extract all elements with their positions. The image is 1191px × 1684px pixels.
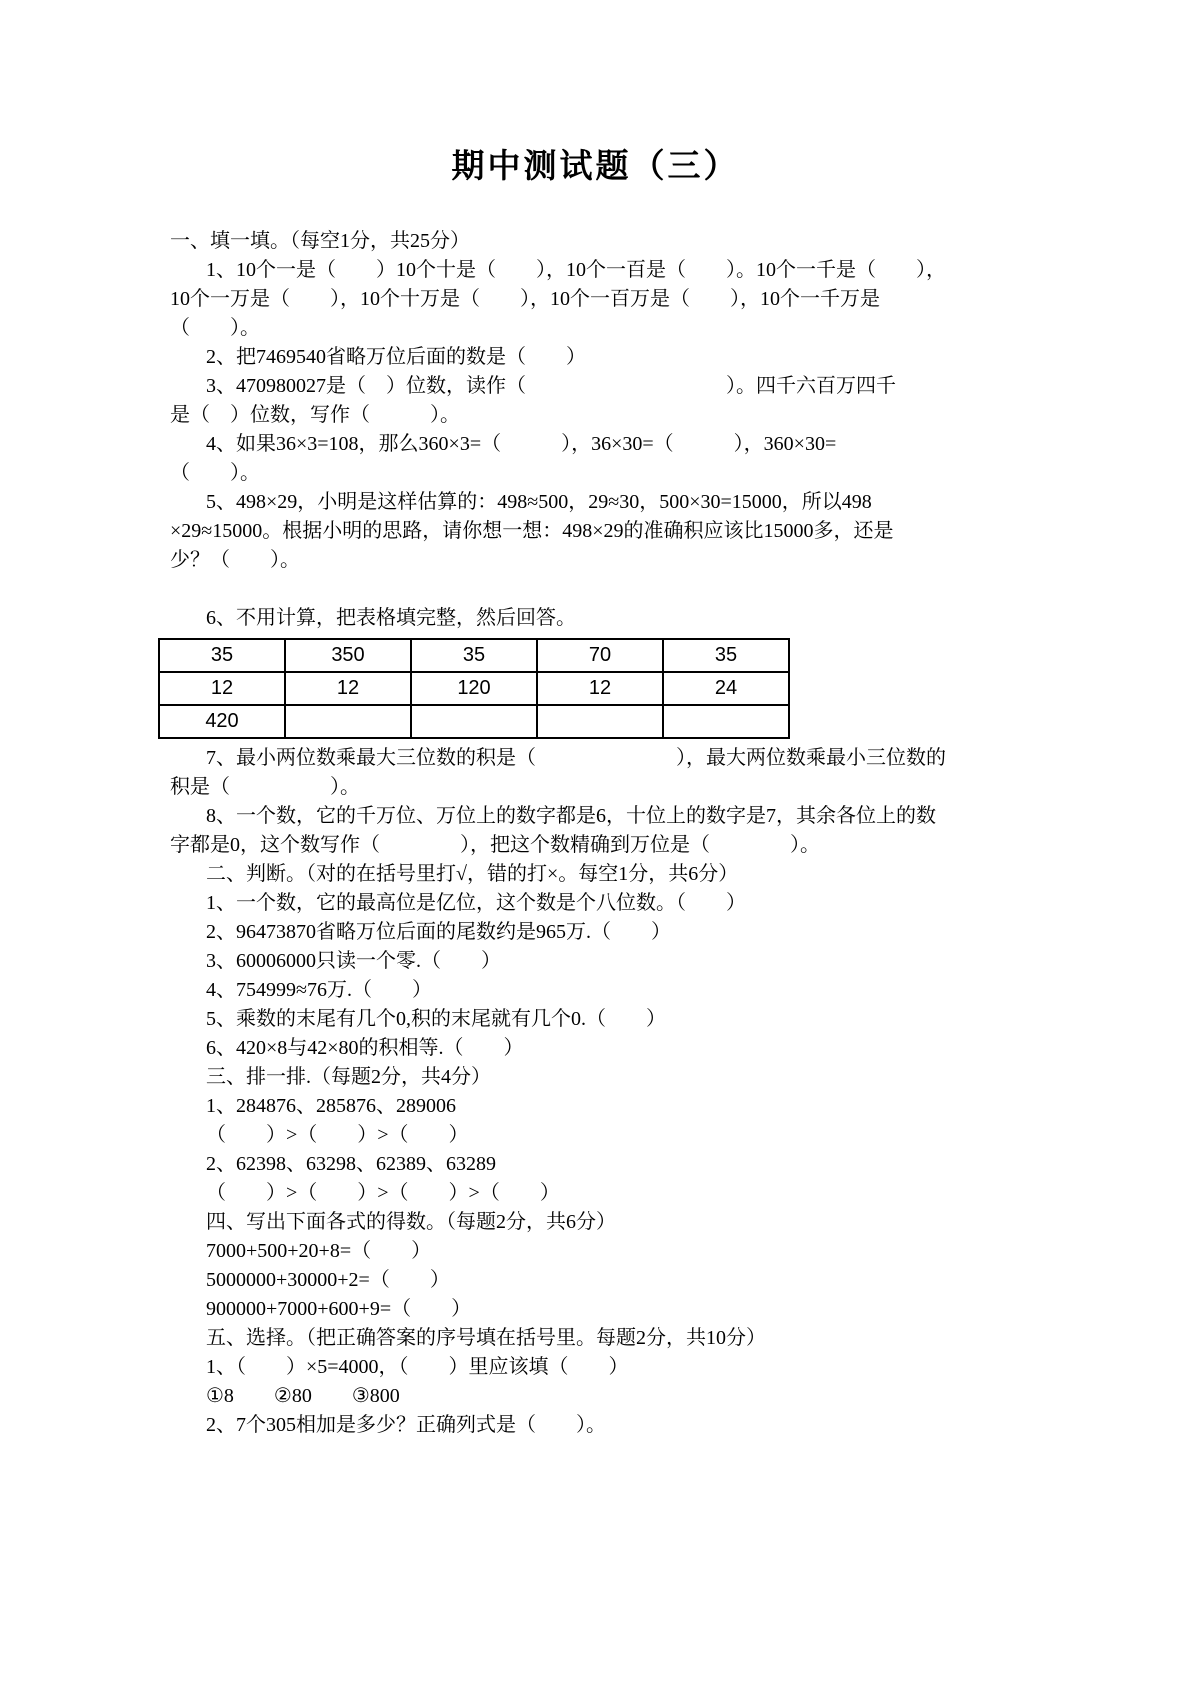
text-line: （ ）>（ ）>（ ） [206, 1124, 469, 1146]
text-line: 2、7个305相加是多少？正确列式是（ ）。 [206, 1414, 606, 1436]
table-cell: 12 [159, 672, 285, 705]
text-line: 1、10个一是（ ）10个十是（ ），10个一百是（ ）。10个一千是（ ）， [206, 259, 946, 281]
document-content [0, 187, 1191, 1440]
table-cell: 35 [411, 639, 537, 672]
table-cell: 70 [537, 639, 663, 672]
table-cell [411, 705, 537, 738]
text-line: 7、最小两位数乘最大三位数的积是（ ），最大两位数乘最小三位数的 [206, 747, 946, 769]
text-line: 4、如果36×3=108，那么360×3=（ ），36×30=（ ），360×30= [206, 433, 837, 455]
text-line: 6、420×8与42×80的积相等.（ ） [206, 1037, 524, 1059]
table-row [159, 639, 789, 672]
text-line: 900000+7000+600+9=（ ） [206, 1298, 472, 1320]
table-cell: 12 [285, 672, 411, 705]
table-cell [285, 705, 411, 738]
text-line: 1、一个数，它的最高位是亿位，这个数是个八位数。（ ） [206, 892, 746, 914]
text-line: 1、284876、285876、289006 [206, 1095, 456, 1117]
text-line: 7000+500+20+8=（ ） [206, 1240, 432, 1262]
text-line: 2、96473870省略万位后面的尾数约是965万.（ ） [206, 921, 671, 943]
text-line: 3、470980027是（ ）位数，读作（ ）。四千六百万四千 [206, 375, 896, 397]
text-line: 3、60006000只读一个零.（ ） [206, 950, 501, 972]
text-line: 5、498×29，小明是这样估算的：498≈500，29≈30，500×30=15000，所以498 [206, 491, 872, 513]
text-line: 字都是0，这个数写作（ ），把这个数精确到万位是（ ）。 [170, 834, 820, 856]
text-line: 4、754999≈76万.（ ） [206, 979, 432, 1001]
lines-before-table [170, 227, 1191, 633]
text-line: （ ）。 [170, 462, 260, 484]
text-line: 10个一万是（ ），10个十万是（ ），10个一百万是（ ），10个一千万是 [170, 288, 880, 310]
text-line: 积是（ ）。 [170, 776, 360, 798]
section-3-heading: 三、排一排.（每题2分，共4分） [206, 1066, 491, 1088]
text-line: 2、把7469540省略万位后面的数是（ ） [206, 346, 586, 368]
text-line: 6、不用计算，把表格填完整，然后回答。 [206, 607, 576, 629]
text-line: 少？（ ）。 [170, 549, 300, 571]
text-line: 是（ ）位数，写作（ ）。 [170, 404, 460, 426]
text-line: （ ）。 [170, 317, 260, 339]
section-2-heading: 二、判断。（对的在括号里打√，错的打×。每空1分，共6分） [206, 863, 739, 885]
text-line: ×29≈15000。根据小明的思路，请你想一想：498×29的准确积应该比15000多，还是 [170, 520, 894, 542]
table-row [159, 672, 789, 705]
section-1-heading: 一、填一填。（每空1分，共25分） [170, 230, 470, 252]
lines-after-table [170, 744, 1191, 1440]
section-5-heading: 五、选择。（把正确答案的序号填在括号里。每题2分，共10分） [206, 1327, 766, 1349]
text-line: 5000000+30000+2=（ ） [206, 1269, 450, 1291]
table-cell [663, 705, 789, 738]
table-cell: 420 [159, 705, 285, 738]
text-line: 8、一个数，它的千万位、万位上的数字都是6，十位上的数字是7，其余各位上的数 [206, 805, 936, 827]
table-cell: 35 [159, 639, 285, 672]
text-line: 1、（ ）×5=4000，（ ）里应该填（ ） [206, 1356, 629, 1378]
table-cell [537, 705, 663, 738]
text-line: ①8 ②80 ③800 [206, 1385, 400, 1407]
page-title: 期中测试题（三） [451, 149, 740, 185]
table-row [159, 705, 789, 738]
table-cell: 12 [537, 672, 663, 705]
fill-in-table [158, 638, 790, 739]
table-cell: 24 [663, 672, 789, 705]
text-line: 5、乘数的末尾有几个0,积的末尾就有几个0.（ ） [206, 1008, 666, 1030]
text-line: 2、62398、63298、62389、63289 [206, 1153, 496, 1175]
table-cell: 350 [285, 639, 411, 672]
table-cell: 35 [663, 639, 789, 672]
section-4-heading: 四、写出下面各式的得数。（每题2分，共6分） [206, 1211, 616, 1233]
text-line: （ ）>（ ）>（ ）>（ ） [206, 1182, 560, 1204]
table-cell: 120 [411, 672, 537, 705]
